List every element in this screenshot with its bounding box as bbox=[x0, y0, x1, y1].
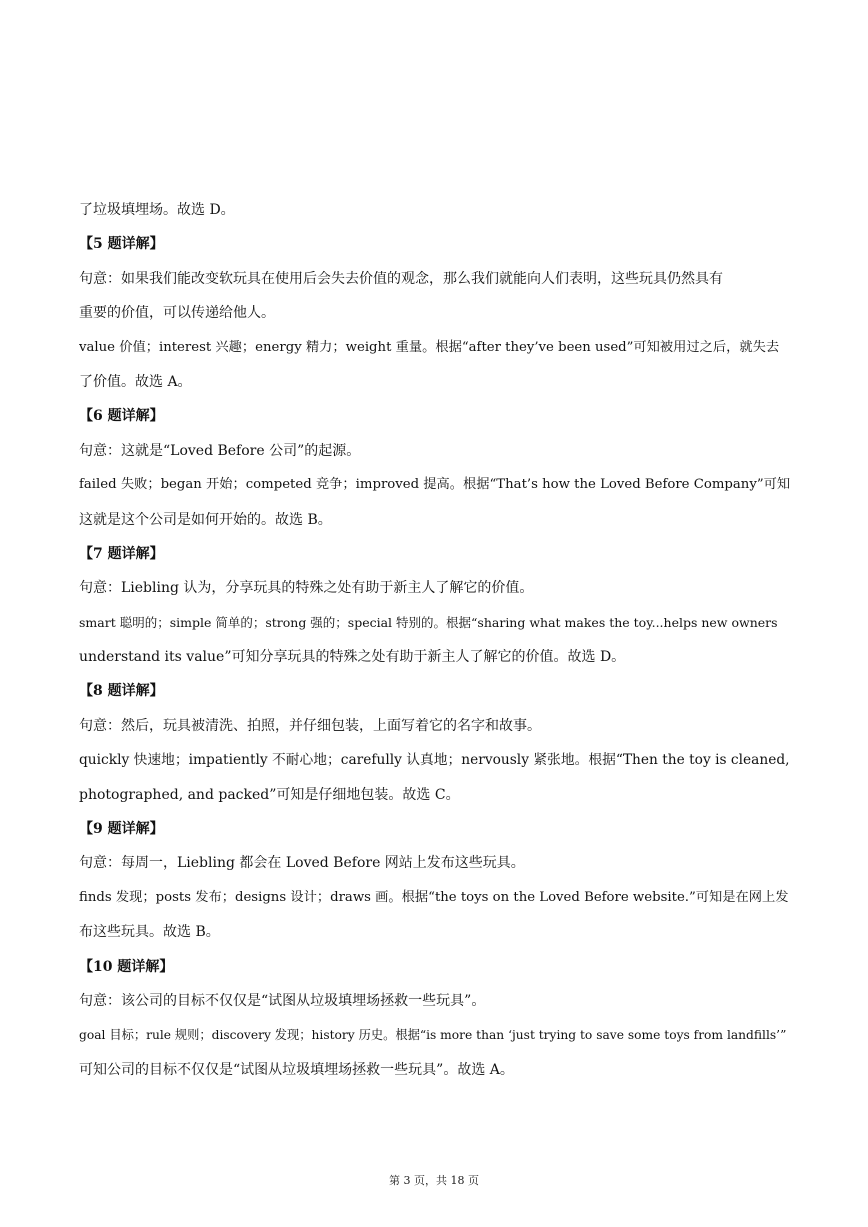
text-line: goal 目标；rule 规则；discovery 发现；history 历史。根据“is more than ‘just trying to save some toys from landfills’” bbox=[79, 1028, 787, 1043]
section-heading: 【6 题详解】 bbox=[79, 408, 164, 425]
text-line: value 价值；interest 兴趣；energy 精力；weight 重量。根据“after they’ve been used”可知被用过之后，就失去 bbox=[79, 339, 780, 355]
section-heading: 【8 题详解】 bbox=[79, 683, 164, 700]
text-line: 这就是这个公司是如何开始的。故选 B。 bbox=[79, 511, 332, 528]
document-body bbox=[79, 193, 791, 1087]
text-line: 可知公司的目标不仅仅是“试图从垃圾填埋场拯救一些玩具”。故选 A。 bbox=[79, 1061, 514, 1078]
text-line: understand its value”可知分享玩具的特殊之处有助于新主人了解它的价值。故选 D。 bbox=[79, 649, 626, 666]
text-line: 句意：这就是“Loved Before 公司”的起源。 bbox=[79, 442, 361, 459]
section-heading: 【5 题详解】 bbox=[79, 236, 164, 253]
text-line: 句意：Liebling 认为，分享玩具的特殊之处有助于新主人了解它的价值。 bbox=[79, 580, 534, 597]
section-heading: 【10 题详解】 bbox=[79, 958, 174, 975]
text-line: 句意：每周一，Liebling 都会在 Loved Before 网站上发布这些玩具。 bbox=[79, 855, 525, 872]
text-line: 了垃圾填埋场。故选 D。 bbox=[79, 202, 235, 218]
text-line: 句意：该公司的目标不仅仅是“试图从垃圾填埋场拯救一些玩具”。 bbox=[79, 992, 486, 1009]
text-line: smart 聪明的；simple 简单的；strong 强的；special 特别的。根据“sharing what makes the toy...helps new owners bbox=[79, 614, 778, 630]
text-line: 布这些玩具。故选 B。 bbox=[79, 924, 220, 941]
text-line: quickly 快速地；impatiently 不耐心地；carefully 认真地；nervously 紧张地。根据“Then the toy is cleaned, bbox=[79, 752, 790, 769]
text-line: photographed, and packed”可知是仔细地包装。故选 C。 bbox=[79, 786, 460, 803]
text-line: finds 发现；posts 发布；designs 设计；draws 画。根据“the toys on the Loved Before website.”可知是在网上发 bbox=[79, 889, 789, 905]
text-line: 句意：如果我们能改变软玩具在使用后会失去价值的观念，那么我们就能向人们表明，这些玩具仍然具有 bbox=[79, 270, 723, 287]
text-line: 句意：然后，玩具被清洗、拍照，并仔细包装，上面写着它的名字和故事。 bbox=[79, 717, 541, 734]
section-heading: 【9 题详解】 bbox=[79, 821, 164, 838]
text-line: failed 失败；began 开始；competed 竞争；improved 提高。根据“That’s how the Loved Before Company”可知 bbox=[79, 477, 791, 493]
section-heading: 【7 题详解】 bbox=[79, 545, 164, 562]
text-line: 了价值。故选 A。 bbox=[79, 373, 192, 390]
page-footer: 第 3 页，共 18 页 bbox=[389, 1174, 479, 1187]
text-line: 重要的价值，可以传递给他人。 bbox=[79, 305, 275, 322]
